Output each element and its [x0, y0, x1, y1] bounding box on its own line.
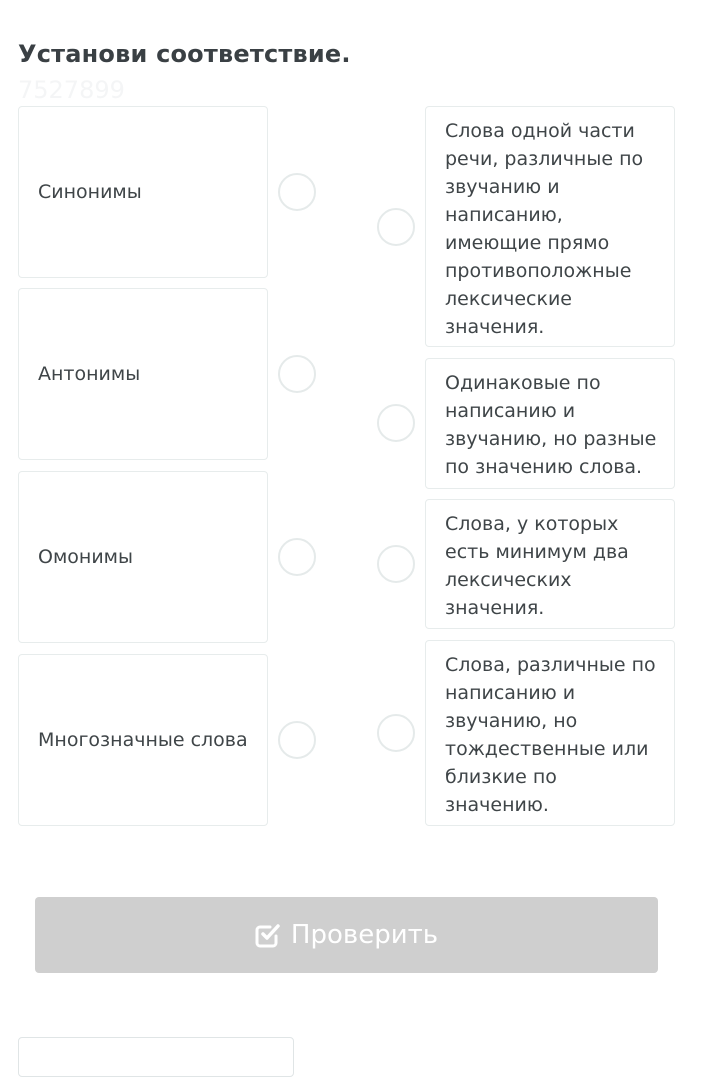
right-item-polysemous-definition[interactable] [425, 499, 675, 629]
left-connector-radio-1[interactable] [278, 173, 316, 211]
right-item-synonyms-definition[interactable] [425, 640, 675, 826]
left-item-polysemous[interactable] [18, 654, 268, 826]
right-item-label: Слова, у которых есть минимум два лексических значения. [445, 513, 629, 619]
left-item-homonyms[interactable] [18, 471, 268, 643]
check-button[interactable] [35, 897, 658, 973]
left-item-label: Антонимы [38, 363, 141, 385]
left-connector-radio-3[interactable] [278, 538, 316, 576]
right-item-label: Слова, различные по написанию и звучанию, но тождественные или близкие по значению. [445, 654, 656, 816]
left-item-label: Омонимы [38, 546, 134, 568]
right-connector-radio-1[interactable] [377, 208, 415, 246]
left-item-label: Синонимы [38, 181, 142, 203]
right-connector-radio-2[interactable] [377, 404, 415, 442]
task-title: Установи соответствие. [18, 40, 351, 68]
right-item-homonyms-definition[interactable] [425, 358, 675, 489]
right-item-label: Слова одной части речи, различные по звучанию и написанию, имеющие прямо противоположные лексические значения. [445, 120, 644, 338]
left-connector-radio-4[interactable] [278, 721, 316, 759]
right-connector-radio-3[interactable] [377, 545, 415, 583]
left-item-antonyms[interactable] [18, 288, 268, 460]
secondary-button[interactable] [18, 1037, 294, 1077]
watermark: 7527899 [18, 76, 125, 104]
checkbox-check-icon [255, 922, 281, 948]
right-connector-radio-4[interactable] [377, 714, 415, 752]
right-item-label: Одинаковые по написанию и звучанию, но разные по значению слова. [445, 372, 657, 478]
right-item-antonyms-definition[interactable] [425, 106, 675, 347]
left-item-label: Многозначные слова [38, 729, 248, 751]
left-connector-radio-2[interactable] [278, 355, 316, 393]
left-item-synonyms[interactable] [18, 106, 268, 278]
check-button-label: Проверить [290, 920, 439, 950]
